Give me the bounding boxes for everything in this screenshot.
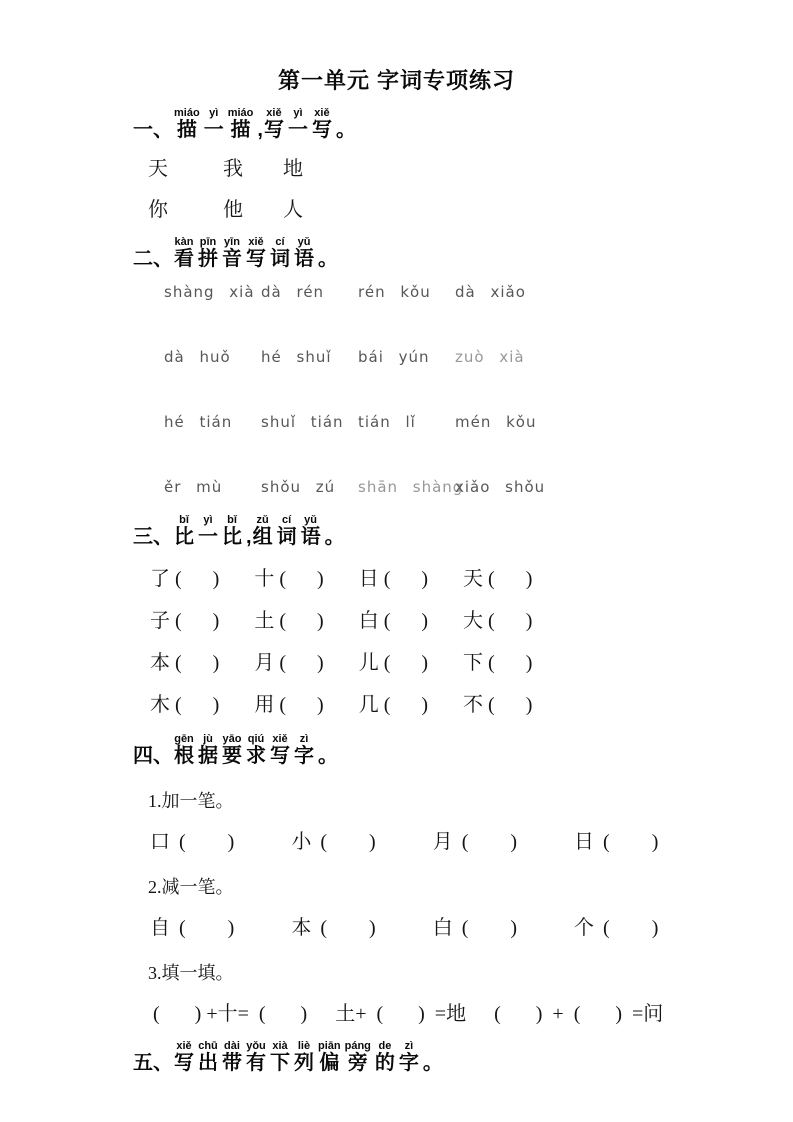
heading-character: 一、 (133, 119, 173, 141)
heading-character: 五、 (133, 1052, 173, 1074)
heading-char (174, 236, 194, 271)
heading-punct (133, 733, 173, 768)
pinyin-annotation: xià (272, 1040, 288, 1052)
right-paren: ) (525, 568, 533, 590)
word-building-cell (254, 694, 323, 717)
pinyin-annotation: yì (203, 514, 213, 526)
heading-character: 四、 (133, 745, 173, 767)
pinyin-annotation: dài (224, 1040, 240, 1052)
heading-character: 偏 (319, 1052, 340, 1074)
heading-char (222, 514, 242, 549)
subsection-label-add-stroke: 1.加一笔。 (148, 791, 234, 811)
pinyin-word: ěr mù (164, 478, 223, 496)
right-paren: ) (525, 610, 533, 632)
heading-punct (325, 514, 345, 549)
pinyin-annotation: miáo (227, 107, 254, 119)
heading-character: 列 (294, 1052, 314, 1074)
pinyin-annotation: yīn (224, 236, 240, 248)
left-paren: ( (179, 917, 186, 939)
base-char: 白 (432, 917, 453, 939)
left-paren: ( (383, 694, 391, 716)
right-paren: ) (317, 652, 324, 674)
base-char: 本 (291, 917, 312, 939)
pinyin-annotation: bǐ (227, 514, 237, 526)
heading-character: 写 (174, 1052, 194, 1074)
left-paren: ( (279, 694, 287, 716)
heading-character: 要 (222, 745, 242, 767)
left-paren: ( (461, 831, 469, 853)
word-building-cell (150, 568, 219, 591)
trace-char: 我 (223, 158, 243, 180)
right-paren: ) (212, 652, 220, 674)
heading-character: 据 (198, 745, 218, 767)
pinyin-annotation (318, 733, 338, 745)
heading-character: 字 (294, 745, 314, 767)
fill-equation: ( ) +十= ( ) (153, 1003, 308, 1025)
right-paren: ) (421, 568, 429, 590)
word-building-cell (150, 610, 219, 633)
heading-char (301, 514, 321, 549)
heading-char (345, 1040, 371, 1075)
heading-char (228, 107, 254, 142)
pinyin-annotation: páng (344, 1040, 371, 1052)
heading-char (288, 107, 308, 142)
word-building-cell (463, 610, 532, 633)
heading-char (294, 1040, 314, 1075)
left-paren: ( (320, 831, 328, 853)
fill-equation: 土+ ( ) =地 (335, 1003, 467, 1025)
heading-char (253, 514, 273, 549)
pinyin-prompt-row-1 (164, 282, 713, 302)
heading-character: , (257, 119, 263, 141)
pinyin-word: shān shàng (358, 478, 464, 496)
left-paren: ( (603, 917, 610, 939)
word-building-cell (574, 831, 658, 854)
heading-character: 有 (246, 1052, 266, 1074)
heading-character: 带 (222, 1052, 242, 1074)
word-building-cell (150, 694, 219, 717)
heading-punct (133, 236, 173, 271)
base-char: 天 (463, 568, 484, 590)
word-building-cell (254, 652, 323, 675)
base-char: 小 (291, 831, 312, 853)
heading-char (375, 1040, 395, 1075)
heading-character: 求 (246, 745, 266, 767)
base-char: 本 (150, 652, 170, 674)
heading-character: 的 (374, 1052, 395, 1074)
heading-character: 语 (294, 248, 314, 270)
left-paren: ( (179, 831, 186, 853)
pinyin-annotation (325, 514, 345, 526)
word-building-cell (150, 652, 219, 675)
section-3-heading (133, 514, 713, 549)
heading-character: 旁 (347, 1052, 368, 1074)
pinyin-word: bái yún (358, 348, 430, 366)
left-paren: ( (488, 610, 495, 632)
heading-char (222, 236, 242, 271)
pinyin-word: shàng xià (164, 283, 255, 301)
right-paren: ) (651, 917, 659, 939)
word-building-cell (463, 694, 532, 717)
base-char: 用 (254, 694, 275, 716)
heading-punct (133, 1040, 173, 1075)
heading-character: 。 (422, 1052, 443, 1074)
pinyin-annotation: bǐ (179, 514, 189, 526)
heading-character: 看 (174, 248, 194, 270)
heading-character: 描 (230, 119, 251, 141)
left-paren: ( (279, 610, 287, 632)
pinyin-annotation (133, 107, 173, 119)
pinyin-annotation: gēn (174, 733, 194, 745)
right-paren: ) (510, 917, 518, 939)
left-paren: ( (175, 652, 182, 674)
word-building-cell (574, 917, 658, 940)
pinyin-annotation: zǔ (256, 514, 269, 526)
pinyin-annotation: yāo (222, 733, 242, 745)
right-paren: ) (525, 694, 533, 716)
heading-char (312, 107, 332, 142)
pinyin-annotation (336, 107, 356, 119)
pinyin-annotation: jù (203, 733, 213, 745)
base-char: 月 (254, 652, 275, 674)
right-paren: ) (525, 652, 533, 674)
pinyin-word: zuò xià (455, 348, 525, 366)
right-paren: ) (369, 831, 376, 853)
base-char: 儿 (358, 652, 379, 674)
heading-char (277, 514, 297, 549)
heading-char (246, 236, 266, 271)
right-paren: ) (212, 610, 220, 632)
heading-character: 比 (222, 526, 242, 548)
heading-punct (246, 514, 252, 549)
base-char: 自 (150, 917, 170, 939)
heading-punct (257, 107, 263, 142)
base-char: 木 (150, 694, 170, 716)
pinyin-annotation: miáo (174, 107, 200, 119)
word-building-cell (433, 831, 517, 854)
base-char: 口 (150, 831, 170, 853)
left-paren: ( (383, 652, 391, 674)
heading-character: 。 (324, 526, 345, 548)
base-char: 日 (574, 831, 595, 853)
base-char: 白 (358, 610, 379, 632)
pinyin-annotation: yì (293, 107, 303, 119)
heading-punct (133, 107, 173, 142)
right-paren: ) (421, 652, 429, 674)
right-paren: ) (510, 831, 518, 853)
pinyin-annotation (257, 107, 263, 119)
heading-character: 写 (270, 745, 290, 767)
pinyin-word: shǒu zú (261, 478, 336, 496)
heading-char (174, 514, 194, 549)
left-paren: ( (320, 917, 328, 939)
base-char: 不 (463, 694, 484, 716)
pinyin-annotation: qiú (247, 733, 265, 745)
pinyin-word: dà huǒ (164, 348, 231, 366)
heading-char (270, 236, 290, 271)
heading-character: 一 (203, 119, 224, 141)
heading-char (198, 236, 218, 271)
left-paren: ( (175, 610, 182, 632)
base-char: 月 (432, 831, 453, 853)
heading-char (198, 514, 218, 549)
trace-char: 他 (223, 199, 243, 221)
heading-character: , (246, 526, 252, 548)
trace-char: 天 (148, 158, 168, 180)
heading-character: 。 (318, 745, 338, 767)
pinyin-annotation: yǒu (246, 1040, 266, 1052)
word-building-cell (150, 831, 234, 854)
pinyin-annotation: xiě (248, 236, 264, 248)
pinyin-annotation: xiě (176, 1040, 192, 1052)
heading-character: 一 (198, 526, 218, 548)
heading-character: 语 (300, 526, 321, 548)
pinyin-annotation: yǔ (304, 514, 317, 526)
heading-character: 拼 (198, 248, 218, 270)
pinyin-word: hé tián (164, 413, 233, 431)
pinyin-prompt-row-4 (164, 477, 713, 497)
pinyin-word: xiǎo shǒu (455, 478, 546, 496)
right-paren: ) (317, 694, 324, 716)
pinyin-word: hé shuǐ (261, 348, 332, 366)
compare-row-3 (150, 652, 713, 675)
right-paren: ) (317, 568, 324, 590)
base-char: 了 (150, 568, 170, 590)
heading-char (222, 1040, 242, 1075)
heading-character: 一 (287, 119, 308, 141)
pinyin-annotation (246, 514, 252, 526)
heading-char (246, 1040, 266, 1075)
section-2-heading (133, 236, 713, 271)
base-char: 几 (358, 694, 379, 716)
left-paren: ( (383, 568, 391, 590)
pinyin-annotation: yǔ (297, 236, 311, 248)
section-1-heading (133, 107, 713, 142)
pinyin-annotation (423, 1040, 443, 1052)
left-paren: ( (279, 568, 287, 590)
right-paren: ) (212, 568, 220, 590)
heading-character: 字 (398, 1052, 419, 1074)
word-building-cell (359, 610, 428, 633)
heading-character: 二、 (133, 248, 173, 270)
pinyin-annotation: liè (297, 1040, 311, 1052)
pinyin-annotation: pīn (199, 236, 217, 248)
base-char: 十 (254, 568, 275, 590)
heading-character: 出 (198, 1052, 218, 1074)
heading-character: 写 (311, 119, 332, 141)
heading-char (294, 733, 314, 768)
heading-char (174, 733, 194, 768)
word-building-cell (463, 568, 532, 591)
worksheet-title: 第一单元 字词专项练习 (277, 68, 516, 93)
base-char: 子 (150, 610, 170, 632)
heading-character: 下 (270, 1052, 290, 1074)
pinyin-prompt-row-3 (164, 412, 713, 432)
right-paren: ) (651, 831, 659, 853)
pinyin-annotation: chū (198, 1040, 218, 1052)
heading-char (174, 107, 200, 142)
left-paren: ( (488, 652, 495, 674)
fill-equation: ( ) + ( ) =问 (494, 1003, 664, 1025)
pinyin-word: shuǐ tián (261, 413, 344, 431)
subsection-label-fill-in: 3.填一填。 (148, 963, 234, 983)
pinyin-annotation: cí (275, 236, 285, 248)
right-paren: ) (421, 694, 429, 716)
word-building-cell (433, 917, 517, 940)
pinyin-word: dà rén (261, 283, 325, 301)
fill-equation-row (153, 1003, 713, 1026)
heading-char (264, 107, 284, 142)
heading-character: 词 (276, 526, 297, 548)
heading-character: 。 (335, 119, 356, 141)
heading-character: 词 (270, 248, 290, 270)
heading-char (270, 1040, 290, 1075)
remove-stroke-row (150, 917, 713, 940)
word-building-cell (291, 917, 375, 940)
pinyin-word: mén kǒu (455, 413, 537, 431)
heading-char (246, 733, 266, 768)
left-paren: ( (603, 831, 610, 853)
right-paren: ) (317, 610, 324, 632)
heading-character: 。 (318, 248, 338, 270)
left-paren: ( (175, 568, 182, 590)
heading-punct (318, 236, 338, 271)
word-building-cell (359, 694, 428, 717)
word-building-cell (359, 652, 428, 675)
heading-char (198, 733, 218, 768)
subsection-label-remove-stroke: 2.减一笔。 (148, 877, 234, 897)
pinyin-word: dà xiǎo (455, 283, 526, 301)
heading-character: 音 (222, 248, 242, 270)
left-paren: ( (175, 694, 182, 716)
heading-punct (336, 107, 356, 142)
pinyin-annotation: kàn (174, 236, 194, 248)
heading-character: 组 (252, 526, 273, 548)
left-paren: ( (279, 652, 287, 674)
pinyin-annotation (318, 236, 338, 248)
pinyin-annotation: xiě (272, 733, 288, 745)
section-4-heading (133, 733, 713, 768)
base-char: 大 (463, 610, 484, 632)
base-char: 下 (463, 652, 484, 674)
word-building-cell (463, 652, 532, 675)
word-building-cell (291, 831, 375, 854)
pinyin-word: rén kǒu (358, 283, 431, 301)
base-char: 个 (574, 917, 595, 939)
heading-char (294, 236, 314, 271)
pinyin-annotation: xiě (314, 107, 330, 119)
pinyin-annotation: zì (299, 733, 309, 745)
heading-char (204, 107, 224, 142)
pinyin-annotation (133, 236, 173, 248)
pinyin-annotation: yì (209, 107, 219, 119)
right-paren: ) (212, 694, 220, 716)
pinyin-annotation: de (378, 1040, 392, 1052)
left-paren: ( (488, 694, 495, 716)
heading-character: 写 (263, 119, 284, 141)
left-paren: ( (383, 610, 391, 632)
word-building-cell (359, 568, 428, 591)
trace-char: 人 (283, 199, 303, 221)
heading-character: 比 (174, 526, 194, 548)
base-char: 日 (358, 568, 379, 590)
heading-character: 三、 (133, 526, 173, 548)
worksheet-body (0, 107, 793, 1075)
right-paren: ) (421, 610, 429, 632)
pinyin-annotation (133, 1040, 173, 1052)
section-1-trace-row-2 (148, 199, 713, 222)
pinyin-annotation: cí (281, 514, 292, 526)
section-1-trace-row-1 (148, 158, 713, 181)
heading-character: 描 (176, 119, 197, 141)
heading-punct (133, 514, 173, 549)
compare-row-4 (150, 694, 713, 717)
word-building-cell (254, 610, 323, 633)
pinyin-annotation (133, 514, 173, 526)
base-char: 土 (254, 610, 275, 632)
heading-punct (423, 1040, 443, 1075)
pinyin-annotation: xiě (266, 107, 282, 119)
heading-char (198, 1040, 218, 1075)
left-paren: ( (461, 917, 469, 939)
heading-char (399, 1040, 419, 1075)
heading-char (174, 1040, 194, 1075)
heading-char (270, 733, 290, 768)
heading-char (222, 733, 242, 768)
word-building-cell (254, 568, 323, 591)
pinyin-annotation (133, 733, 173, 745)
left-paren: ( (488, 568, 495, 590)
compare-row-2 (150, 610, 713, 633)
add-stroke-row (150, 831, 713, 854)
heading-character: 根 (174, 745, 194, 767)
compare-row-1 (150, 568, 713, 591)
heading-character: 写 (246, 248, 266, 270)
section-5-heading (133, 1040, 713, 1075)
pinyin-prompt-row-2 (164, 347, 713, 367)
right-paren: ) (227, 831, 235, 853)
trace-char: 地 (283, 158, 303, 180)
pinyin-annotation: piān (318, 1040, 341, 1052)
trace-char: 你 (148, 199, 168, 221)
pinyin-annotation: zì (404, 1040, 414, 1052)
right-paren: ) (369, 917, 376, 939)
pinyin-word: tián lǐ (358, 413, 416, 431)
right-paren: ) (227, 917, 235, 939)
heading-char (318, 1040, 341, 1075)
word-building-cell (150, 917, 234, 940)
heading-punct (318, 733, 338, 768)
